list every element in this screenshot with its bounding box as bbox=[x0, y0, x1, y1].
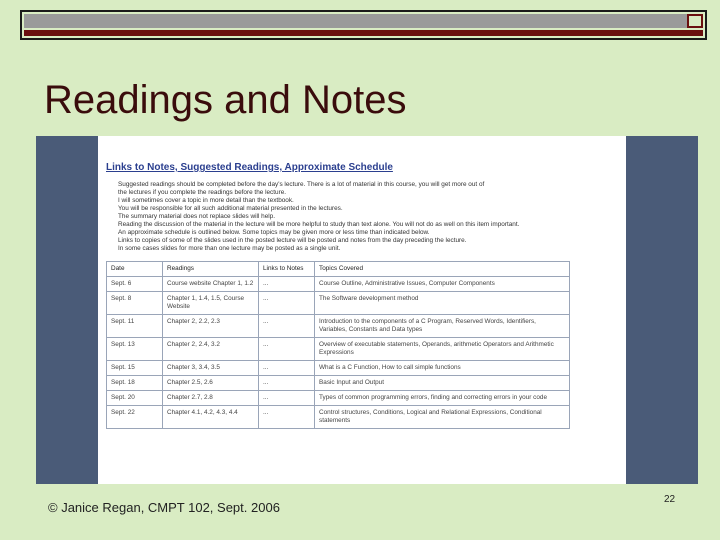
table-row bbox=[107, 277, 570, 292]
table-row bbox=[107, 406, 570, 429]
cell-date: Sept. 6 bbox=[107, 277, 163, 292]
cell-notes-link[interactable]: ... bbox=[259, 406, 315, 429]
list-item: You will be responsible for all such additional material presented in the lectures. bbox=[118, 205, 343, 212]
cell-topics: Overview of executable statements, Operands, arithmetic Operators and Arithmetic Expressions bbox=[315, 338, 570, 361]
embedded-webpage-screenshot bbox=[36, 136, 698, 484]
decoration-red-band bbox=[24, 30, 703, 36]
page-left-margin bbox=[36, 136, 98, 484]
header-topics: Topics Covered bbox=[315, 262, 570, 277]
list-item: • In some cases slides for more than one lecture may be posted as a single unit. bbox=[118, 245, 626, 253]
cell-date: Sept. 22 bbox=[107, 406, 163, 429]
cell-readings: Chapter 4.1, 4.2, 4.3, 4.4 bbox=[163, 406, 259, 429]
decoration-gray-band bbox=[24, 14, 687, 28]
table-row bbox=[107, 292, 570, 315]
table-row bbox=[107, 391, 570, 406]
page-heading-link[interactable]: Links to Notes, Suggested Readings, Approximate Schedule bbox=[106, 162, 393, 173]
list-item: • An approximate schedule is outlined below. Some topics may be given more or less time than indicated below. bbox=[118, 229, 626, 237]
decoration-square-icon bbox=[687, 14, 703, 28]
cell-date: Sept. 15 bbox=[107, 361, 163, 376]
cell-date: Sept. 18 bbox=[107, 376, 163, 391]
table-header-row bbox=[107, 262, 570, 277]
list-item: the lectures if you complete the readings before the lecture. bbox=[118, 189, 287, 196]
notes-bullet-list bbox=[118, 181, 626, 253]
cell-topics: What is a C Function, How to call simple functions bbox=[315, 361, 570, 376]
cell-notes-link[interactable]: ... bbox=[259, 391, 315, 406]
cell-topics: Types of common programming errors, finding and correcting errors in your code bbox=[315, 391, 570, 406]
cell-topics: Control structures, Conditions, Logical and Relational Expressions, Conditional statements bbox=[315, 406, 570, 429]
table-row bbox=[107, 315, 570, 338]
cell-topics: The Software development method bbox=[315, 292, 570, 315]
cell-date: Sept. 13 bbox=[107, 338, 163, 361]
page-right-margin bbox=[626, 136, 698, 484]
cell-readings: Chapter 2.7, 2.8 bbox=[163, 391, 259, 406]
header-readings: Readings bbox=[163, 262, 259, 277]
cell-readings: Chapter 2, 2.2, 2.3 bbox=[163, 315, 259, 338]
cell-topics: Course Outline, Administrative Issues, Computer Components bbox=[315, 277, 570, 292]
header-links-to-notes: Links to Notes bbox=[259, 262, 315, 277]
cell-readings: Chapter 2, 2.4, 3.2 bbox=[163, 338, 259, 361]
cell-readings: Chapter 3, 3.4, 3.5 bbox=[163, 361, 259, 376]
cell-date: Sept. 20 bbox=[107, 391, 163, 406]
table-row bbox=[107, 376, 570, 391]
cell-notes-link[interactable]: ... bbox=[259, 277, 315, 292]
list-item: • Reading the discussion of the material in the lecture will be more helpful to study than text alone. You will not do as well on this item important. bbox=[118, 221, 626, 229]
cell-topics: Introduction to the components of a C Program, Reserved Words, Identifiers, Variables, Constants and Data types bbox=[315, 315, 570, 338]
table-row bbox=[107, 361, 570, 376]
cell-notes-link[interactable]: ... bbox=[259, 292, 315, 315]
title-decoration-bar bbox=[20, 10, 707, 40]
cell-readings: Chapter 1, 1.4, 1.5, Course Website bbox=[163, 292, 259, 315]
schedule-table bbox=[106, 261, 570, 429]
table-row bbox=[107, 338, 570, 361]
cell-notes-link[interactable]: ... bbox=[259, 361, 315, 376]
list-item: • Links to copies of some of the slides used in the posted lecture will be posted and notes from the day preceding the lecture. bbox=[118, 237, 626, 245]
list-item: The summary material does not replace slides will help. bbox=[118, 213, 275, 220]
page-number: 22 bbox=[664, 494, 676, 505]
cell-readings: Course website Chapter 1, 1.2 bbox=[163, 277, 259, 292]
cell-date: Sept. 8 bbox=[107, 292, 163, 315]
list-item: • Suggested readings should be completed before the day's lecture. There is a lot of material in this course, you will get more out of bbox=[118, 181, 626, 189]
slide-title: Readings and Notes bbox=[44, 78, 407, 122]
cell-notes-link[interactable]: ... bbox=[259, 376, 315, 391]
slide-footer: © Janice Regan, CMPT 102, Sept. 2006 bbox=[48, 500, 280, 515]
cell-date: Sept. 11 bbox=[107, 315, 163, 338]
cell-notes-link[interactable]: ... bbox=[259, 315, 315, 338]
cell-readings: Chapter 2.5, 2.6 bbox=[163, 376, 259, 391]
cell-topics: Basic Input and Output bbox=[315, 376, 570, 391]
list-item: • I will sometimes cover a topic in more detail than the textbook. bbox=[118, 197, 626, 205]
page-content bbox=[98, 136, 626, 484]
cell-notes-link[interactable]: ... bbox=[259, 338, 315, 361]
header-date: Date bbox=[107, 262, 163, 277]
